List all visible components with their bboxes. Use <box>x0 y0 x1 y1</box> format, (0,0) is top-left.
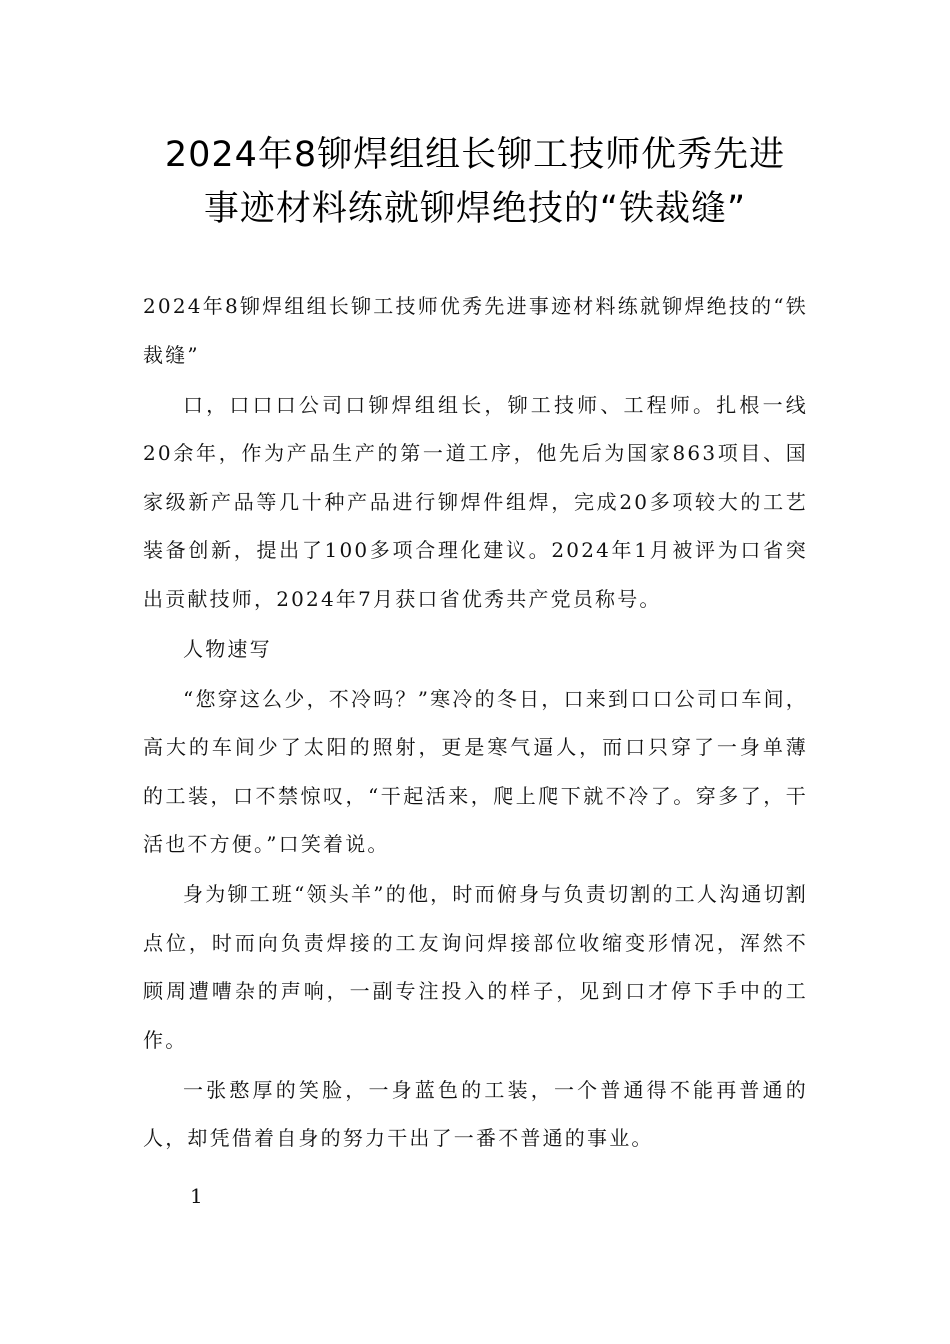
section-heading: 人物速写 <box>183 636 272 661</box>
paragraph-bio: 口，口口口公司口铆焊组组长，铆工技师、工程师。扎根一线20余年，作为产品生产的第一道工序，他先后为国家863项目、国家级新产品等几十种产品进行铆焊件组焊，完成20多项较大的工艺装备创新，提出了100多项合理化建议。2024年1月被评为口省突出贡献技师，2024年7月获口省优秀共产党员称号。 <box>143 392 808 611</box>
title-line-2: 事迹材料练就铆焊绝技的“铁裁缝” <box>203 189 747 229</box>
paragraph: “您穿这么少，不冷吗？”寒冷的冬日，口来到口口公司口车间，高大的车间少了太阳的照射，更是寒气逼人，而口只穿了一身单薄的工装，口不禁惊叹，“干起活来，爬上爬下就不冷了。穿多了，干活也不方便。”口笑着说。 <box>143 686 808 856</box>
paragraph-repeat-title: 2024年8铆焊组组长铆工技师优秀先进事迹材料练就铆焊绝技的“铁裁缝” <box>143 294 808 367</box>
document-body <box>143 282 808 1164</box>
document-title <box>100 128 850 236</box>
paragraph: 身为铆工班“领头羊”的他，时而俯身与负责切割的工人沟通切割点位，时而向负责焊接的工友询问焊接部位收缩变形情况，浑然不顾周遭嘈杂的声响，一副专注投入的样子，见到口才停下手中的工作。 <box>143 882 808 1052</box>
page-number: 1 <box>190 1184 203 1208</box>
title-line-1: 2024年8铆焊组组长铆工技师优秀先进 <box>164 135 786 175</box>
paragraph: 一张憨厚的笑脸，一身蓝色的工装，一个普通得不能再普通的人，却凭借着自身的努力干出了一番不普通的事业。 <box>143 1077 808 1150</box>
